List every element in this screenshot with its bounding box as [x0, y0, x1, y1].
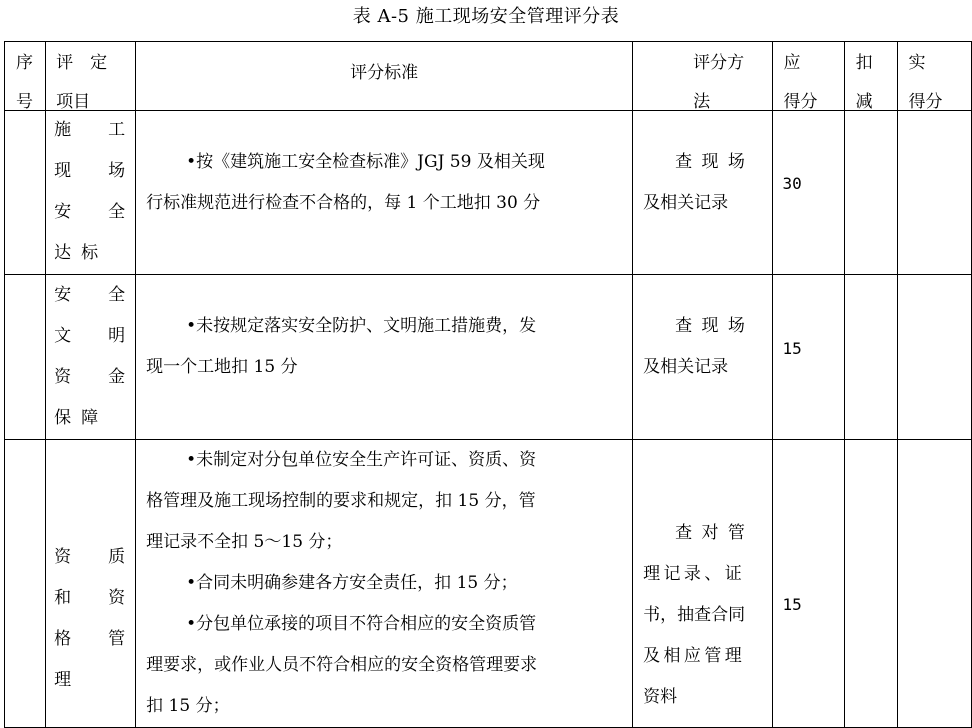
method-line: 查 对 管: [675, 523, 747, 543]
criteria-cell: [136, 111, 633, 275]
item-line: 文 明: [54, 326, 136, 346]
method-line: 资料: [643, 687, 678, 707]
criteria-cell: [136, 440, 633, 728]
criteria-line: •按《建筑施工安全检查标准》JGJ 59 及相关现: [186, 152, 545, 172]
criteria-line: 格管理及施工现场控制的要求和规定，扣 15 分，管: [146, 491, 536, 511]
due-score-cell: [772, 440, 844, 728]
item-line: 理: [54, 670, 82, 690]
item-line: 和 资: [54, 588, 136, 608]
item-line: 现 场: [54, 161, 136, 181]
method-line: 查 现 场: [675, 152, 747, 172]
header-item-line1: 评 定: [56, 53, 108, 73]
deduct-cell: [844, 111, 897, 275]
header-due-line1: 应: [783, 53, 801, 73]
seq-cell: [5, 440, 46, 728]
item-cell: [46, 275, 136, 440]
header-criteria-label: 评分标准: [350, 63, 419, 83]
method-line: 及相关记录: [643, 357, 729, 377]
header-method-line1: 评分方: [693, 53, 745, 73]
criteria-line: 理记录不全扣 5～15 分；: [146, 532, 343, 552]
criteria-line: •未制定对分包单位安全生产许可证、资质、资: [186, 450, 537, 470]
item-line: 达标: [54, 243, 109, 263]
table-row: [5, 440, 972, 728]
table-row: [5, 111, 972, 275]
header-criteria: [136, 42, 633, 111]
method-cell: [633, 440, 772, 728]
item-line: 资 质: [54, 547, 136, 567]
item-line: 保障: [54, 408, 109, 428]
criteria-line: 现一个工地扣 15 分: [146, 357, 298, 377]
deduct-cell: [844, 275, 897, 440]
header-deduct-line1: 扣: [855, 53, 873, 73]
item-line: 施 工: [54, 120, 136, 140]
header-actual: [897, 42, 971, 111]
item-cell: [46, 111, 136, 275]
criteria-line: •分包单位承接的项目不符合相应的安全资质管: [186, 614, 537, 634]
method-line: 及 相 应 管 理: [643, 646, 741, 666]
criteria-line: •未按规定落实安全防护、文明施工措施费，发: [186, 316, 537, 336]
deduct-cell: [844, 440, 897, 728]
header-method-line2: 法: [693, 92, 711, 112]
due-score-cell: [772, 275, 844, 440]
header-item: [46, 42, 136, 111]
criteria-line: 扣 15 分；: [146, 696, 230, 716]
header-deduct: [844, 42, 897, 111]
criteria-cell: [136, 275, 633, 440]
seq-cell: [5, 111, 46, 275]
header-due-score: [772, 42, 844, 111]
due-score-value: 30: [782, 174, 802, 193]
criteria-line: 行标准规范进行检查不合格的，每 1 个工地扣 30 分: [146, 193, 541, 213]
method-cell: [633, 111, 772, 275]
header-due-line2: 得分: [783, 92, 818, 112]
actual-score-cell: [897, 111, 971, 275]
method-line: 查 现 场: [675, 316, 747, 336]
criteria-line: •合同未明确参建各方安全责任，扣 15 分；: [186, 573, 518, 593]
safety-score-table: [4, 41, 972, 728]
header-actual-line2: 得分: [908, 92, 943, 112]
table-title: 表 A-5 施工现场安全管理评分表: [352, 6, 620, 27]
header-item-line2: 项目: [56, 92, 91, 112]
criteria-line: 理要求，或作业人员不符合相应的安全资格管理要求: [146, 655, 538, 675]
due-score-value: 15: [782, 595, 802, 614]
table-row: [5, 275, 972, 440]
method-line: 书，抽查合同: [643, 605, 746, 625]
method-line: 理 记 录 、 证: [643, 564, 741, 584]
header-seq-line2: 号: [16, 92, 33, 112]
actual-score-cell: [897, 440, 971, 728]
due-score-value: 15: [782, 339, 802, 358]
header-deduct-line2: 减: [855, 92, 873, 112]
item-line: 格 管: [54, 629, 136, 649]
header-seq: [5, 42, 46, 111]
item-line: 资 金: [54, 367, 136, 387]
item-line: 安 全: [54, 285, 136, 305]
item-line: 安 全: [54, 202, 136, 222]
item-cell: [46, 440, 136, 728]
header-method: [633, 42, 772, 111]
header-actual-line1: 实: [908, 53, 926, 73]
header-seq-line1: 序: [16, 53, 33, 73]
header-row: [5, 42, 972, 111]
method-line: 及相关记录: [643, 193, 729, 213]
due-score-cell: [772, 111, 844, 275]
method-cell: [633, 275, 772, 440]
actual-score-cell: [897, 275, 971, 440]
seq-cell: [5, 275, 46, 440]
